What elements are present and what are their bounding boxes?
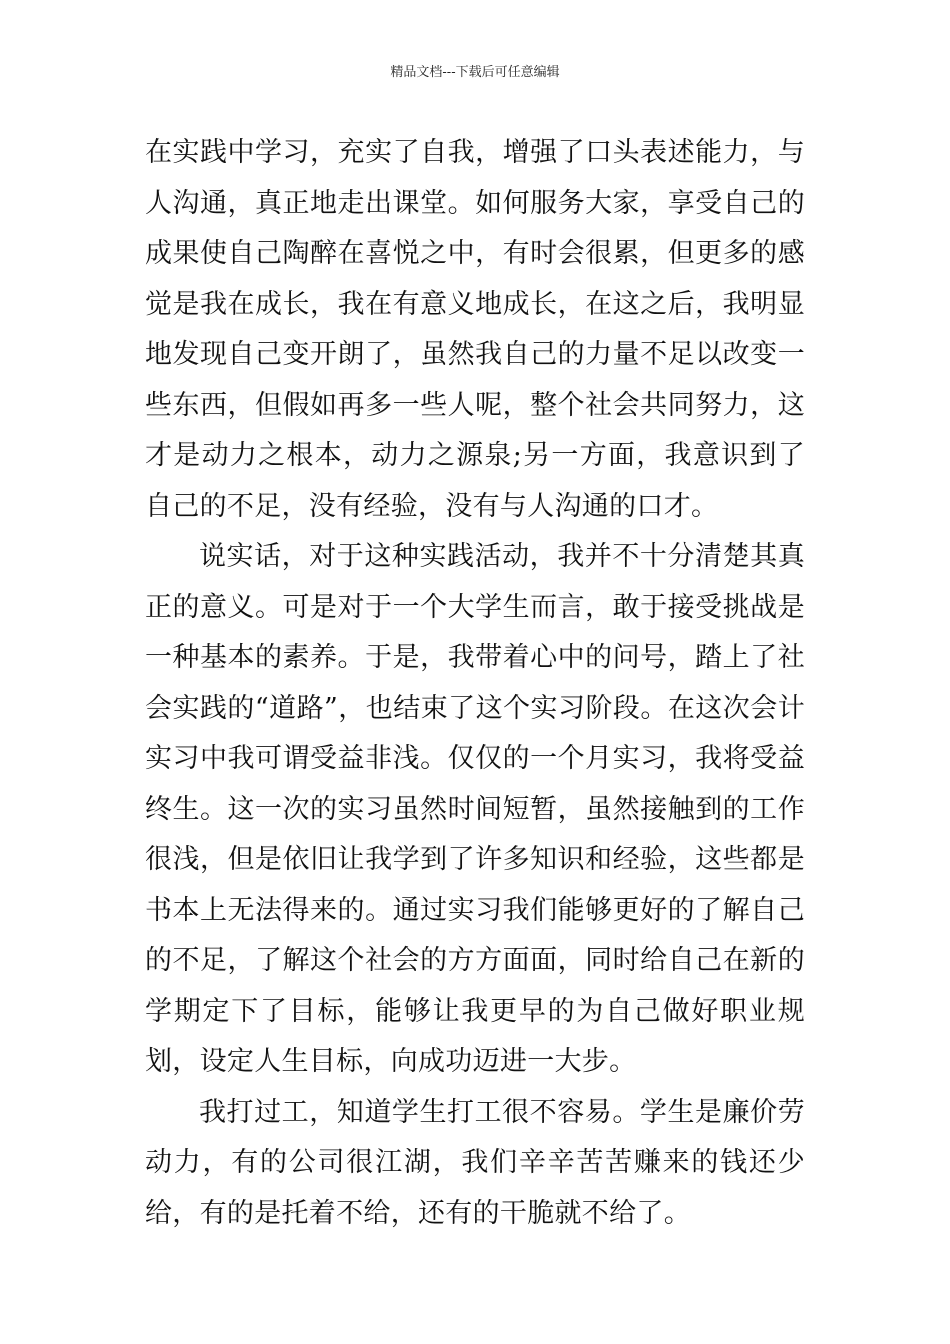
paragraph-continuation: 在实践中学习，充实了自我，增强了口头表述能力，与人沟通，真正地走出课堂。如何服务大家，享受自己的成果使自己陶醉在喜悦之中，有时会很累，但更多的感觉是我在成长，我在有意义地成长，在这之后，我明显地发现自己变开朗了，虽然我自己的力量不足以改变一些东西，但假如再多一些人呢，整个社会共同努力，这才是动力之根本，动力之源泉;另一方面，我意识到了自己的不足，没有经验，没有与人沟通的口才。 bbox=[145, 137, 805, 522]
paragraph-part-time-work: 我打过工，知道学生打工很不容易。学生是廉价劳动力，有的公司很江湖，我们辛辛苦苦赚来的钱还少给，有的是托着不给，还有的干脆就不给了。 bbox=[145, 1096, 805, 1229]
paragraph-practice-meaning: 说实话，对于这种实践活动，我并不十分清楚其真正的意义。可是对于一个大学生而言，敢于接受挑战是一种基本的素养。于是，我带着心中的问号，踏上了社会实践的“道路”，也结束了这个实习阶段。在这次会计实习中我可谓受益非浅。仅仅的一个月实习，我将受益终生。这一次的实习虽然时间短暂，虽然接触到的工作很浅，但是依旧让我学到了许多知识和经验，这些都是书本上无法得来的。通过实习我们能够更好的了解自己的不足，了解这个社会的方方面面，同时给自己在新的学期定下了目标，能够让我更早的为自己做好职业规划，设定人生目标，向成功迈进一大步。 bbox=[145, 541, 805, 1077]
document-body bbox=[145, 128, 805, 1239]
page-header: 精品文档---下载后可任意编辑 bbox=[390, 65, 560, 80]
